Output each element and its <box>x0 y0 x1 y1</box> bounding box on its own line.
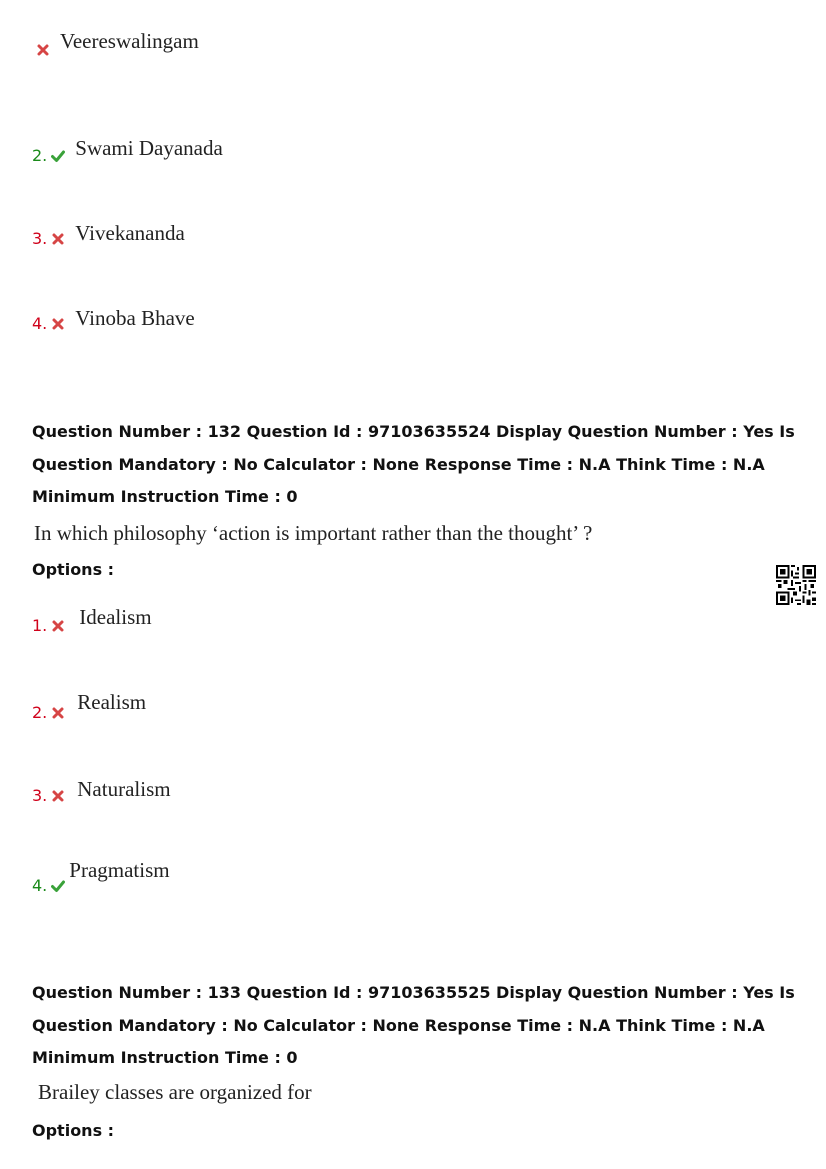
option-number: 2. <box>32 703 48 722</box>
cross-icon <box>51 317 65 331</box>
option-number: 1. <box>32 616 48 635</box>
option-row <box>32 29 199 58</box>
check-icon <box>51 149 65 163</box>
option-text: Realism <box>77 690 147 714</box>
option-text: Vinoba Bhave <box>75 306 195 330</box>
options-label: Options : <box>32 1121 115 1140</box>
cross-icon <box>51 619 65 633</box>
option-row <box>32 221 185 248</box>
option-row <box>32 690 147 722</box>
option-row <box>32 306 195 333</box>
check-icon <box>51 879 65 893</box>
option-row <box>32 777 171 805</box>
cross-icon <box>51 706 65 720</box>
qr-code-icon <box>776 565 816 605</box>
option-number: 4. <box>32 876 48 895</box>
question-meta: Question Number : 132 Question Id : 97103635524 Display Question Number : Yes Is Question Mandatory : No Calculator : None Response Time : N.A Think Time : N.A Minimum Instruction Time : 0 <box>32 422 795 506</box>
option-text: Swami Dayanada <box>75 136 223 160</box>
option-text: Naturalism <box>77 777 171 801</box>
option-text: Idealism <box>79 605 152 629</box>
options-label: Options : <box>32 560 115 579</box>
option-row <box>32 605 152 635</box>
cross-icon <box>51 789 65 803</box>
option-text: Veereswalingam <box>60 29 199 53</box>
cross-icon <box>36 43 50 57</box>
option-number: 4. <box>32 314 48 333</box>
option-number: 3. <box>32 229 48 248</box>
option-text: Vivekananda <box>75 221 185 245</box>
option-row <box>32 136 223 165</box>
question-text: Brailey classes are organized for <box>38 1080 312 1104</box>
cross-icon <box>51 232 65 246</box>
question-text: In which philosophy ‘action is important rather than the thought’ ? <box>34 521 593 545</box>
option-number: 3. <box>32 786 48 805</box>
option-text: Pragmatism <box>69 858 170 882</box>
option-number: 2. <box>32 146 48 165</box>
question-meta: Question Number : 133 Question Id : 97103635525 Display Question Number : Yes Is Question Mandatory : No Calculator : None Response Time : N.A Think Time : N.A Minimum Instruction Time : 0 <box>32 983 795 1067</box>
option-row <box>32 858 170 895</box>
